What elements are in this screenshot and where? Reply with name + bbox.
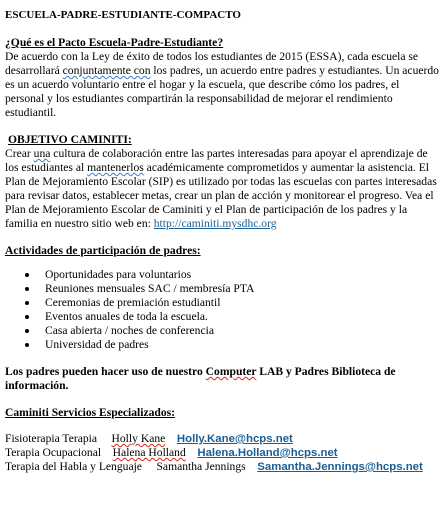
list-item: Casa abierta / noches de conferencia	[5, 324, 441, 338]
services-section	[5, 406, 441, 474]
contact-role: Fisioterapia Terapia	[5, 432, 98, 445]
objective-paragraph	[5, 147, 441, 231]
lab-text-underlined: Computer	[205, 365, 257, 378]
contact-role: Terapia Ocupacional	[5, 446, 102, 459]
lab-text-2: LAB y Padres Biblioteca de información.	[5, 365, 396, 392]
objective-heading: OBJETIVO CAMINITI:	[8, 133, 132, 146]
list-item: Universidad de padres	[5, 338, 441, 352]
activities-list	[5, 268, 441, 352]
services-heading: Caminiti Servicios Especializados:	[5, 406, 176, 419]
lab-paragraph	[5, 365, 441, 393]
list-item: Eventos anuales de toda la escuela.	[5, 310, 441, 324]
pact-text-underlined: conjuntamente con	[62, 64, 151, 77]
list-item: Oportunidades para voluntarios	[5, 268, 441, 282]
contact-row	[5, 460, 441, 474]
pact-text-2a: desarrollará	[5, 64, 63, 77]
contact-email-link[interactable]: Holly.Kane@hcps.net	[176, 433, 293, 445]
contact-email-link[interactable]: Samantha.Jennings@hcps.net	[257, 461, 423, 473]
contact-name: Holly Kane	[111, 432, 166, 445]
pact-paragraph	[5, 50, 441, 120]
list-item: Reuniones mensuales SAC / membresía PTA	[5, 282, 441, 296]
contact-role: Terapia del Habla y Lenguaje	[5, 460, 142, 473]
lab-text-1: Los padres pueden hacer uso de nuestro	[5, 365, 206, 378]
list-item: Ceremonias de premiación estudiantil	[5, 296, 441, 310]
contact-name: Samantha Jennings	[156, 460, 246, 473]
contact-name: Halena Holland	[112, 446, 186, 459]
pact-text-2b: los padres, un acuerdo entre padres y estudiantes. Un acuerdo es un acuerdo voluntario entre el hogar y la escuela, que describe cómo los padres, el personal y los estudiantes compartirán la responsabilidad de mejorar el rendimiento estudiantil.	[5, 64, 439, 119]
contact-row	[5, 446, 441, 460]
objective-text-2: cultura de colaboración entre las partes interesadas para apoyar el aprendizaje de los estudiantes al	[5, 147, 428, 174]
pact-text-1: De acuerdo con la Ley de éxito de todos los estudiantes de 2015 (ESSA), cada escuela se	[5, 50, 419, 63]
contact-email-link[interactable]: Halena.Holland@hcps.net	[197, 447, 338, 459]
document-page	[5, 8, 441, 474]
activities-section	[5, 244, 441, 352]
objective-text-underlined-2: mantenerlos	[87, 161, 144, 174]
objective-text-3: académicamente comprometidos y aumentar la asistencia. El Plan de Mejoramiento Escolar (SIP) es utilizado por todas las escuelas con partes interesadas para revisar datos, establecer metas, crear un plan de acción y monitorear el progreso. Vea el Plan de Mejoramiento Escolar de Caminiti y el Plan de participación de los padres y la familia en nuestro sitio web en:	[5, 161, 437, 230]
contact-row	[5, 432, 441, 446]
document-title: ESCUELA-PADRE-ESTUDIANTE-COMPACTO	[5, 9, 241, 21]
objective-section	[5, 133, 441, 231]
objective-text-1: Crear	[5, 147, 34, 160]
pact-heading: ¿Qué es el Pacto Escuela-Padre-Estudiante?	[5, 36, 224, 49]
website-link[interactable]: http://caminiti.mysdhc.org	[153, 217, 277, 230]
objective-text-underlined-1: una	[33, 147, 51, 160]
activities-heading: Actividades de participación de padres:	[5, 244, 201, 257]
pact-section	[5, 36, 441, 120]
